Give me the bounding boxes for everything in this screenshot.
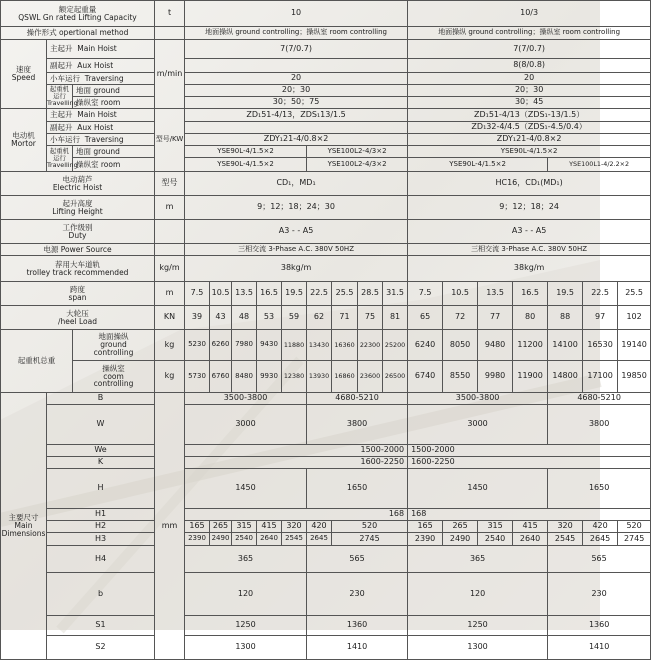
- row-wheel-load: [1, 306, 651, 330]
- weight-cell: 9980: [478, 361, 513, 393]
- dim-H3-cell: 2745: [332, 533, 408, 546]
- weight-cell: 25200: [383, 330, 408, 361]
- row-dim-We: [1, 445, 651, 457]
- dim-S2-10-3-b: 1410: [548, 636, 651, 660]
- span-cell: 28.5: [358, 282, 383, 306]
- weight-cell: 13930: [307, 361, 332, 393]
- hoist-label: 电动葫芦 Electric Hoist: [1, 172, 155, 196]
- motor-ground-10-b: YSE100L2-4/3×2: [307, 146, 408, 158]
- weight-cell: 11880: [282, 330, 307, 361]
- row-dim-W: [1, 405, 651, 445]
- dim-S1-10-3-b: 1360: [548, 616, 651, 636]
- dim-S1-10-a: 1250: [185, 616, 307, 636]
- speed-group-label: 速度 Speed: [1, 40, 47, 109]
- row-motor-room: [1, 158, 651, 172]
- dim-label-K: K: [47, 457, 155, 469]
- speed-main-label: 主起升 Main Hoist: [47, 40, 155, 59]
- row-motor-ground: [1, 146, 651, 158]
- span-cell: 25.5: [618, 282, 651, 306]
- wheel-cell: 75: [358, 306, 383, 330]
- weight-cell: 23600: [358, 361, 383, 393]
- motor-ground-label: 地面 ground: [73, 146, 155, 158]
- dim-S1-10-b: 1360: [307, 616, 408, 636]
- span-cell: 7.5: [185, 282, 210, 306]
- speed-ground-10-3: 20；30: [408, 85, 651, 97]
- dim-H1-10: 168: [185, 509, 408, 521]
- row-dim-S2: [1, 636, 651, 660]
- duty-10-3: A3 - - A5: [408, 220, 651, 244]
- dim-label-W: W: [47, 405, 155, 445]
- dim-H3-cell: 2645: [583, 533, 618, 546]
- weight-cell: 16530: [583, 330, 618, 361]
- dim-label-H1: H1: [47, 509, 155, 521]
- height-unit: m: [155, 196, 185, 220]
- row-operation: [1, 27, 651, 40]
- dim-H3-cell: 2545: [282, 533, 307, 546]
- row-dim-H: [1, 469, 651, 509]
- speed-ground-10: 20；30: [185, 85, 408, 97]
- span-cell: 16.5: [257, 282, 282, 306]
- row-track: [1, 256, 651, 282]
- speed-trav-10: 20: [185, 73, 408, 85]
- dim-H2-cell: 165: [408, 521, 443, 533]
- row-motor-traversing: [1, 134, 651, 146]
- speed-room-10-3: 30；45: [408, 97, 651, 109]
- weight-ground-label: 地面操纵 ground controlling: [73, 330, 155, 361]
- wheel-label: 大轮压 /heel Load: [1, 306, 155, 330]
- dim-B-10-a: 3500-3800: [185, 393, 307, 405]
- dims-unit: mm: [155, 393, 185, 660]
- span-cell: 19.5: [282, 282, 307, 306]
- weight-cell: 16860: [332, 361, 358, 393]
- weight-cell: 8550: [443, 361, 478, 393]
- motor-main-label: 主起升 Main Hoist: [47, 109, 155, 122]
- dims-group-label: 主要尺寸 Main Dimensions: [1, 393, 47, 660]
- track-label: 荐用大车道轨 trolley track recommended: [1, 256, 155, 282]
- dim-W-10-3-a: 3000: [408, 405, 548, 445]
- row-speed-main: [1, 40, 651, 59]
- motor-trav-10-3: ZDY₁21-4/0.8×2: [408, 134, 651, 146]
- weight-cell: 5730: [185, 361, 210, 393]
- motor-ground-10-3: YSE90L-4/1.5×2: [408, 146, 651, 158]
- speed-aux-label: 副起升 Aux Hoist: [47, 59, 155, 73]
- dim-label-H: H: [47, 469, 155, 509]
- row-weight-room: [1, 361, 651, 393]
- wheel-cell: 88: [548, 306, 583, 330]
- weight-cell: 16360: [332, 330, 358, 361]
- dim-H3-cell: 2490: [210, 533, 232, 546]
- weight-cell: 11900: [513, 361, 548, 393]
- weight-cell: 8050: [443, 330, 478, 361]
- duty-10: A3 - - A5: [185, 220, 408, 244]
- speed-trav-label: 小车运行 Traversing: [47, 73, 155, 85]
- dim-H3-cell: 2490: [443, 533, 478, 546]
- span-cell: 22.5: [307, 282, 332, 306]
- dim-H2-cell: 520: [332, 521, 408, 533]
- dim-H2-cell: 420: [307, 521, 332, 533]
- row-speed-traversing: [1, 73, 651, 85]
- row-power-source: [1, 244, 651, 256]
- dim-H-10-b: 1650: [307, 469, 408, 509]
- weight-cell: 22300: [358, 330, 383, 361]
- span-cell: 10.5: [210, 282, 232, 306]
- dim-B-10-3-b: 4680-5210: [548, 393, 651, 405]
- speed-room-10: 30；50；75: [185, 97, 408, 109]
- weight-cell: 6240: [408, 330, 443, 361]
- dim-H-10-3-b: 1650: [548, 469, 651, 509]
- power-10-3: 三相交流 3-Phase A.C. 380V 50HZ: [408, 244, 651, 256]
- weight-cell: 13430: [307, 330, 332, 361]
- row-dim-H1: [1, 509, 651, 521]
- dim-H2-cell: 165: [185, 521, 210, 533]
- motor-trav-10: ZDY₁21-4/0.8×2: [185, 134, 408, 146]
- speed-unit: m/min: [155, 40, 185, 109]
- hoist-unit: 型号: [155, 172, 185, 196]
- dim-W-10-b: 3800: [307, 405, 408, 445]
- height-10: 9；12；18；24；30: [185, 196, 408, 220]
- row-dim-H3: [1, 533, 651, 546]
- operation-value-10-3: 地面操纵 ground controlling；操纵室 room controlling: [408, 27, 651, 40]
- dim-label-S1: S1: [47, 616, 155, 636]
- span-cell: 13.5: [478, 282, 513, 306]
- row-speed-aux: [1, 59, 651, 73]
- row-electric-hoist: [1, 172, 651, 196]
- dim-H2-cell: 320: [548, 521, 583, 533]
- dim-H3-cell: 2545: [548, 533, 583, 546]
- weight-room-label: 操纵室 coom controlling: [73, 361, 155, 393]
- speed-ground-label: 地面 ground: [73, 85, 155, 97]
- speed-trav-10-3: 20: [408, 73, 651, 85]
- dim-label-B: B: [47, 393, 155, 405]
- operation-label: 操作形式 opertional method: [1, 27, 155, 40]
- speed-main-10: 7(7/0.7): [185, 40, 408, 59]
- row-lifting-height: [1, 196, 651, 220]
- dim-H-10-a: 1450: [185, 469, 307, 509]
- track-unit: kg/m: [155, 256, 185, 282]
- dim-We-10: 1500-2000: [185, 445, 408, 457]
- row-span: [1, 282, 651, 306]
- motor-crane-label: 起重机运行 Travelling: [47, 146, 73, 172]
- power-10: 三相交流 3-Phase A.C. 380V 50HZ: [185, 244, 408, 256]
- row-speed-room: [1, 97, 651, 109]
- speed-aux-10-3: 8(8/0.8): [408, 59, 651, 73]
- weight-cell: 5230: [185, 330, 210, 361]
- dim-b-10-3-b: 230: [548, 573, 651, 616]
- weight-cell: 17100: [583, 361, 618, 393]
- motor-unit: 型号/KW: [155, 109, 185, 172]
- dim-H3-cell: 2540: [478, 533, 513, 546]
- operation-value-10: 地面操纵 ground controlling；操纵室 room controlling: [185, 27, 408, 40]
- dim-H4-10-b: 565: [307, 546, 408, 573]
- weight-cell: 12380: [282, 361, 307, 393]
- weight-room-unit: kg: [155, 361, 185, 393]
- row-dim-b: [1, 573, 651, 616]
- dim-K-10-3: 1600-2250: [408, 457, 651, 469]
- dim-H3-cell: 2640: [257, 533, 282, 546]
- dim-S2-10-3-a: 1300: [408, 636, 548, 660]
- dim-H2-cell: 265: [210, 521, 232, 533]
- span-label: 跨度 span: [1, 282, 155, 306]
- row-dim-K: [1, 457, 651, 469]
- weight-cell: 19140: [618, 330, 651, 361]
- dim-H2-cell: 265: [443, 521, 478, 533]
- dim-b-10-3-a: 120: [408, 573, 548, 616]
- dim-S2-10-b: 1410: [307, 636, 408, 660]
- weight-cell: 19850: [618, 361, 651, 393]
- span-unit: m: [155, 282, 185, 306]
- wheel-cell: 77: [478, 306, 513, 330]
- motor-room-10-b: YSE100L2-4/3×2: [307, 158, 408, 172]
- dim-H2-cell: 415: [513, 521, 548, 533]
- row-motor-aux: [1, 122, 651, 134]
- row-dim-H4: [1, 546, 651, 573]
- speed-main-10-3: 7(7/0.7): [408, 40, 651, 59]
- span-cell: 16.5: [513, 282, 548, 306]
- wheel-cell: 97: [583, 306, 618, 330]
- motor-main-10-3: ZD₁51-4/13（ZDS₁-13/1.5）: [408, 109, 651, 122]
- hoist-10-3: HC16，CD₁(MD₁): [408, 172, 651, 196]
- motor-aux-label: 副起升 Aux Hoist: [47, 122, 155, 134]
- weight-cell: 8480: [232, 361, 257, 393]
- motor-group-label: 电动机 Mortor: [1, 109, 47, 172]
- dim-H3-cell: 2390: [185, 533, 210, 546]
- row-dim-S1: [1, 616, 651, 636]
- wheel-cell: 39: [185, 306, 210, 330]
- capacity-value-10-3: 10/3: [408, 1, 651, 27]
- dim-H1-10-3: 168: [408, 509, 651, 521]
- weight-cell: 26500: [383, 361, 408, 393]
- dim-We-10-3: 1500-2000: [408, 445, 651, 457]
- span-cell: 7.5: [408, 282, 443, 306]
- row-duty: [1, 220, 651, 244]
- motor-room-10-3-a: YSE90L-4/1.5×2: [408, 158, 548, 172]
- dim-H3-cell: 2645: [307, 533, 332, 546]
- dim-H2-cell: 315: [232, 521, 257, 533]
- span-cell: 25.5: [332, 282, 358, 306]
- weight-cell: 14100: [548, 330, 583, 361]
- weight-ground-unit: kg: [155, 330, 185, 361]
- capacity-unit: t: [155, 1, 185, 27]
- wheel-cell: 65: [408, 306, 443, 330]
- dim-label-b: b: [47, 573, 155, 616]
- wheel-cell: 102: [618, 306, 651, 330]
- dim-W-10-3-b: 3800: [548, 405, 651, 445]
- span-cell: 31.5: [383, 282, 408, 306]
- dim-H2-cell: 420: [583, 521, 618, 533]
- row-dim-H2: [1, 521, 651, 533]
- wheel-cell: 80: [513, 306, 548, 330]
- speed-crane-label: 起重机运行 Travelling: [47, 85, 78, 107]
- dim-H-10-3-a: 1450: [408, 469, 548, 509]
- track-10: 38kg/m: [185, 256, 408, 282]
- dim-H4-10-3-b: 565: [548, 546, 651, 573]
- span-cell: 13.5: [232, 282, 257, 306]
- weight-cell: 7980: [232, 330, 257, 361]
- dim-S2-10-a: 1300: [185, 636, 307, 660]
- dim-label-H4: H4: [47, 546, 155, 573]
- dim-H2-cell: 320: [282, 521, 307, 533]
- dim-H3-cell: 2390: [408, 533, 443, 546]
- wheel-unit: KN: [155, 306, 185, 330]
- dim-label-We: We: [47, 445, 155, 457]
- dim-H4-10-a: 365: [185, 546, 307, 573]
- dim-B-10-b: 4680-5210: [307, 393, 408, 405]
- height-label: 起升高度 Lifting Height: [1, 196, 155, 220]
- weight-cell: 9480: [478, 330, 513, 361]
- dim-S1-10-3-a: 1250: [408, 616, 548, 636]
- dim-K-10: 1600-2250: [185, 457, 408, 469]
- dim-label-S2: S2: [47, 636, 155, 660]
- wheel-cell: 48: [232, 306, 257, 330]
- weight-group-label: 起重机总重: [1, 330, 73, 393]
- capacity-label: 额定起重量 QSWL Gn rated Lifting Capacity: [1, 1, 155, 27]
- wheel-cell: 81: [383, 306, 408, 330]
- dim-B-10-3-a: 3500-3800: [408, 393, 548, 405]
- dim-H2-cell: 415: [257, 521, 282, 533]
- hoist-10: CD₁，MD₁: [185, 172, 408, 196]
- speed-room-label: 操纵室 room: [73, 97, 155, 109]
- row-speed-ground: [1, 85, 651, 97]
- dim-label-H2: H2: [47, 521, 155, 533]
- wheel-cell: 62: [307, 306, 332, 330]
- row-weight-ground: [1, 330, 651, 361]
- dim-H2-cell: 315: [478, 521, 513, 533]
- capacity-value-10: 10: [185, 1, 408, 27]
- track-10-3: 38kg/m: [408, 256, 651, 282]
- motor-room-10-a: YSE90L-4/1.5×2: [185, 158, 307, 172]
- dim-W-10-a: 3000: [185, 405, 307, 445]
- motor-room-10-3-b: YSE100L1-4/2.2×2: [548, 158, 651, 172]
- row-motor-main: [1, 109, 651, 122]
- power-label: 电源 Power Source: [1, 244, 155, 256]
- dim-label-H3: H3: [47, 533, 155, 546]
- motor-room-label: 操纵室 room: [73, 158, 155, 172]
- dim-H2-cell: 520: [618, 521, 651, 533]
- span-cell: 10.5: [443, 282, 478, 306]
- weight-cell: 6260: [210, 330, 232, 361]
- motor-trav-label: 小车运行 Traversing: [47, 134, 155, 146]
- wheel-cell: 72: [443, 306, 478, 330]
- span-cell: 22.5: [583, 282, 618, 306]
- motor-ground-10-a: YSE90L-4/1.5×2: [185, 146, 307, 158]
- height-10-3: 9；12；18；24: [408, 196, 651, 220]
- wheel-cell: 53: [257, 306, 282, 330]
- dim-b-10-b: 230: [307, 573, 408, 616]
- motor-main-10: ZD₁51-4/13，ZDS₁13/1.5: [185, 109, 408, 122]
- wheel-cell: 71: [332, 306, 358, 330]
- duty-label: 工作级别 Duty: [1, 220, 155, 244]
- row-dim-B: [1, 393, 651, 405]
- dim-b-10-a: 120: [185, 573, 307, 616]
- row-capacity: [1, 1, 651, 27]
- span-cell: 19.5: [548, 282, 583, 306]
- weight-cell: 11200: [513, 330, 548, 361]
- weight-cell: 9930: [257, 361, 282, 393]
- dim-H3-cell: 2640: [513, 533, 548, 546]
- weight-cell: 9430: [257, 330, 282, 361]
- dim-H4-10-3-a: 365: [408, 546, 548, 573]
- wheel-cell: 43: [210, 306, 232, 330]
- weight-cell: 14800: [548, 361, 583, 393]
- dim-H3-cell: 2540: [232, 533, 257, 546]
- wheel-cell: 59: [282, 306, 307, 330]
- weight-cell: 6740: [408, 361, 443, 393]
- dim-H3-cell: 2745: [618, 533, 651, 546]
- motor-aux-10-3: ZD₁32-4/4.5（ZDS₁-4.5/0.4）: [408, 122, 651, 134]
- weight-cell: 6760: [210, 361, 232, 393]
